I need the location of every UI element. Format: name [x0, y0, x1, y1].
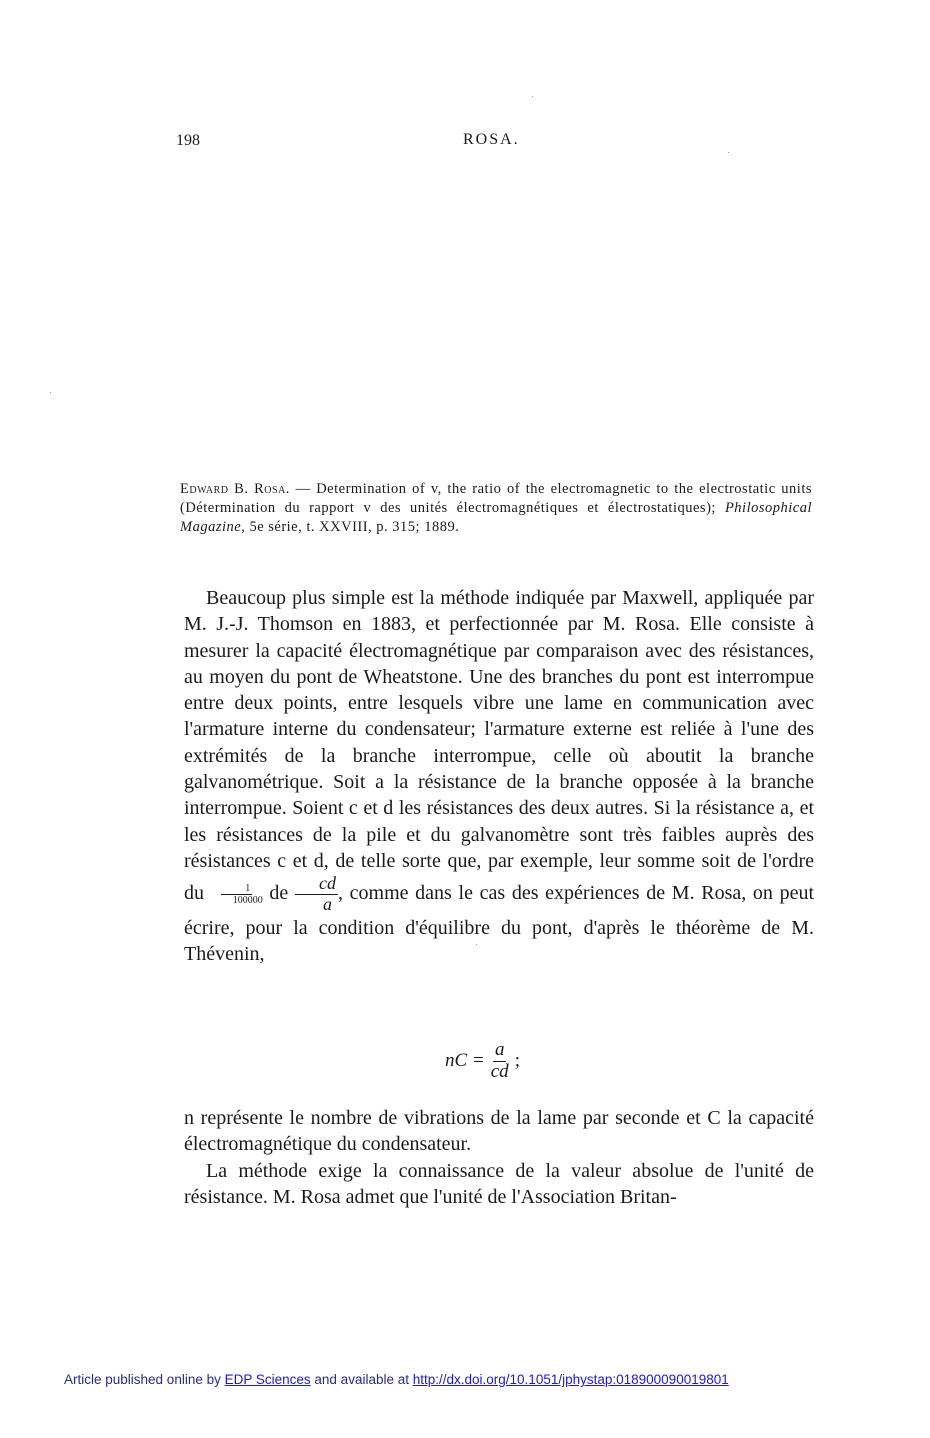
inline-fraction-denominator: a [322, 894, 332, 915]
small-fraction [211, 883, 263, 906]
footer-prefix: Article published online by [64, 1372, 225, 1387]
running-head: ROSA. [463, 131, 520, 148]
reference-author: Edward B. Rosa. [180, 481, 290, 497]
doi-link[interactable]: http://dx.doi.org/10.1051/jphystap:018900090019801 [412, 1372, 729, 1387]
bibliographic-reference [180, 480, 812, 537]
equation-fraction [491, 1040, 509, 1083]
scan-speck [532, 96, 533, 97]
paragraph-method: La méthode exige la connaissance de la valeur absolue de l'unité de résistance. M. Rosa admet que l'unité de l'Association Britan- [184, 1159, 814, 1208]
reference-tail: , 5e série, t. XXVIII, p. 315; 1889. [241, 519, 460, 535]
small-fraction-denominator: 100000 [232, 895, 263, 907]
publisher-link[interactable]: EDP Sciences [224, 1372, 311, 1387]
inline-fraction [295, 874, 338, 915]
main-paragraph [184, 585, 814, 967]
inline-fraction-numerator: cd [295, 874, 338, 895]
scan-speck [728, 152, 729, 153]
footer-middle: and available at [310, 1372, 413, 1387]
following-paragraphs [184, 1105, 814, 1210]
equation-end: ; [514, 1050, 520, 1072]
publication-footer [64, 1372, 729, 1387]
equation-numerator: a [494, 1039, 505, 1060]
reference-title: — Determination of v, the ratio of the electromagnetic to the electrostatic units (Détermination du rapport v des unités électromagnétiques et électrostatiques); [180, 481, 812, 516]
paragraph-n: n représente le nombre de vibrations de la lame par seconde et C la capacité électromagnétique du condensateur. [184, 1107, 814, 1156]
page-number: 198 [176, 132, 200, 149]
equation [445, 1040, 520, 1083]
scan-speck [476, 944, 477, 945]
scan-speck [50, 392, 51, 393]
reference-journal: Philosophical Magazine [180, 500, 812, 535]
equation-denominator: cd [490, 1060, 509, 1082]
paragraph-end: , comme dans le cas des expériences de M. Rosa, on peut écrire, pour la condition d'équilibre du pont, d'après le théorème de M. Thévenin, [184, 882, 815, 966]
paragraph-de: de [269, 882, 289, 905]
paragraph-text: Beaucoup plus simple est la méthode indiquée par Maxwell, appliquée par M. J.-J. Thomson en 1883, et perfectionnée par M. Rosa. Elle consiste à mesurer la capacité électromagnétique par comparaison avec des résistances, au moyen du pont de Wheatstone. Une des branches du pont est interrompue entre deux points, entre lesquels vibre une lame en communication avec l'armature interne du condensateur; l'armature externe est reliée à l'une des extrémités de la branche interrompue, celle où aboutit la branche galvanométrique. Soit a la résistance de la branche opposée à la branche interrompue. Soient c et d les résistances des deux autres. Si la résistance a, et les résistances de la pile et du galvanomètre sont très faibles auprès des résistances c et d, de telle sorte que, par exemple, leur somme soit de l'ordre du [184, 587, 814, 905]
equation-left: nC = [445, 1050, 485, 1072]
small-fraction-numerator: 1 [221, 883, 252, 895]
